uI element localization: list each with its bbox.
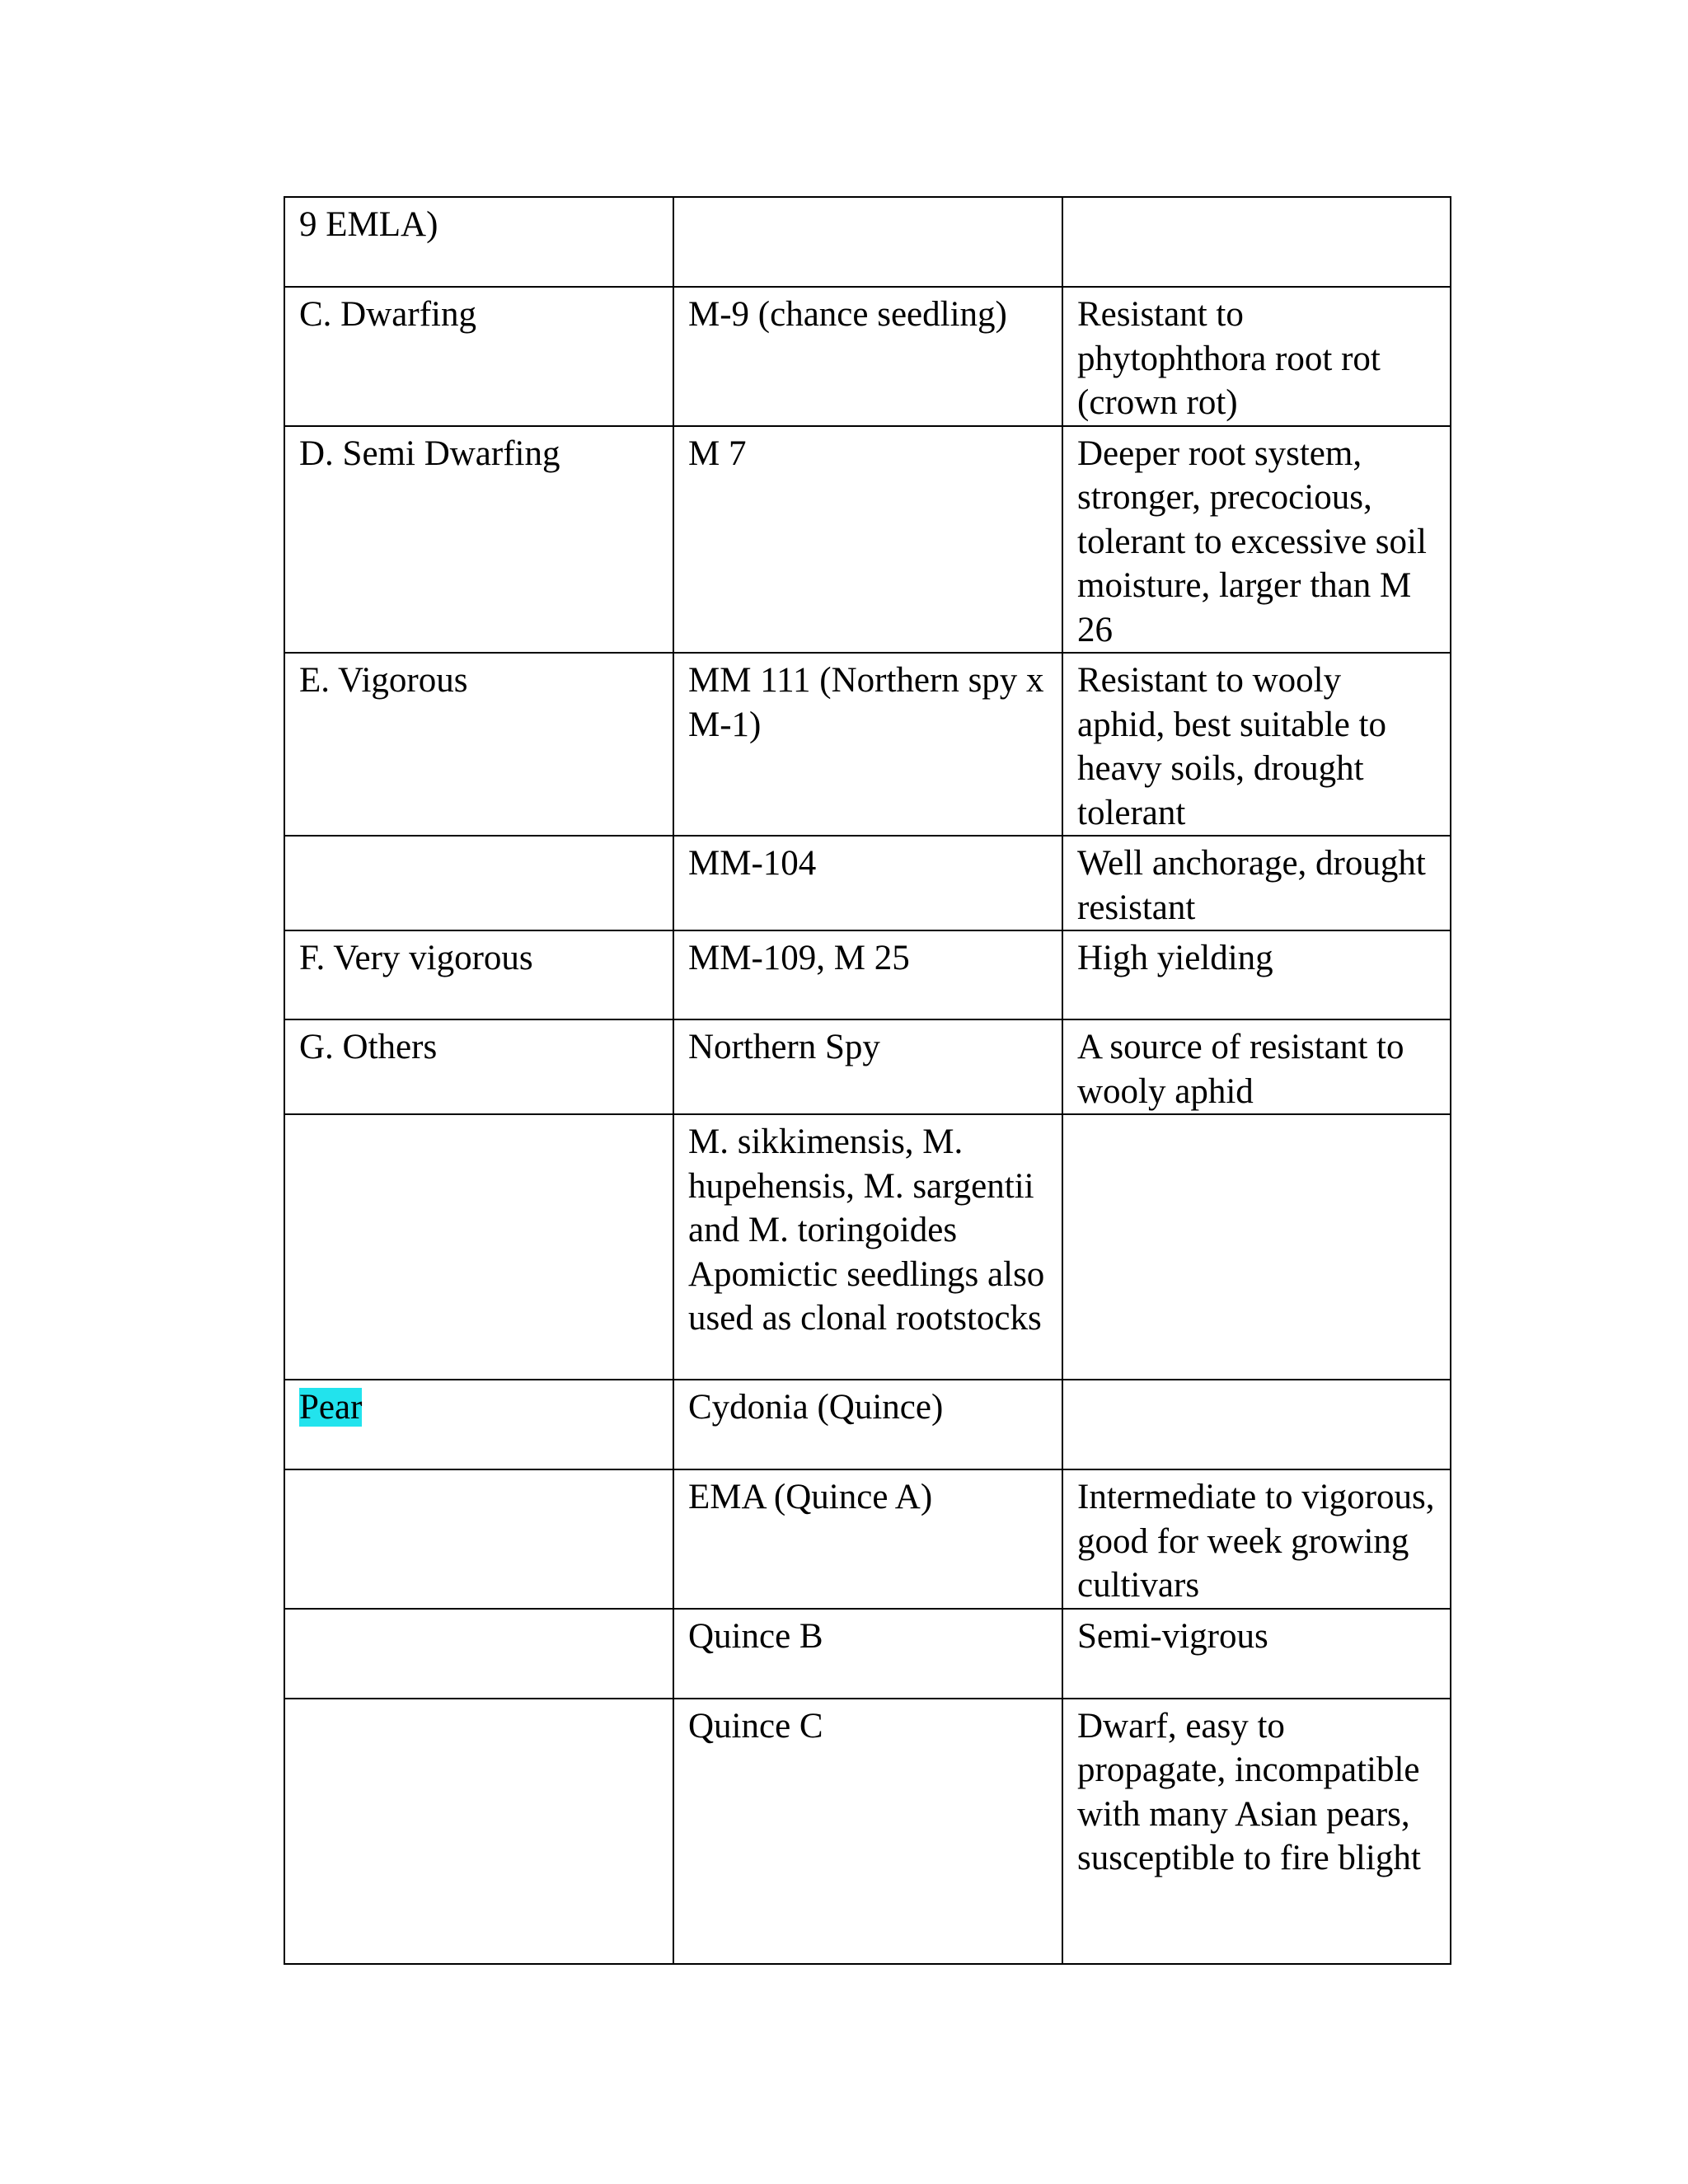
cell-text: Well anchorage, drought resistant: [1077, 844, 1426, 927]
table-cell-group: [284, 1699, 673, 1964]
cell-text: 9 EMLA): [299, 205, 438, 244]
cell-text: M. sikkimensis, M. hupehensis, M. sargentii and M. toringoides Apomictic seedlings also used as clonal rootstocks: [688, 1122, 1045, 1338]
cell-text: MM-104: [688, 844, 817, 883]
table-row: [284, 426, 1451, 654]
table-cell-group: [284, 653, 673, 836]
table-row: [284, 930, 1451, 1019]
table-cell-characteristics: [1062, 1114, 1451, 1380]
table-row: [284, 1380, 1451, 1469]
cell-text: E. Vigorous: [299, 661, 468, 700]
table-cell-rootstock: [673, 1114, 1062, 1380]
cell-text: Resistant to wooly aphid, best suitable to heavy soils, drought tolerant: [1077, 661, 1386, 832]
cell-text: C. Dwarfing: [299, 295, 476, 334]
cell-text: G. Others: [299, 1028, 438, 1066]
table-cell-characteristics: [1062, 197, 1451, 287]
table-cell-characteristics: [1062, 1699, 1451, 1964]
table-cell-rootstock: [673, 930, 1062, 1019]
cell-text: M-9 (chance seedling): [688, 295, 1007, 334]
table-cell-rootstock: [673, 1019, 1062, 1114]
table-cell-group: [284, 287, 673, 426]
table-cell-characteristics: [1062, 1380, 1451, 1469]
table-cell-group: [284, 197, 673, 287]
cell-text: Deeper root system, stronger, precocious, tolerant to excessive soil moisture, larger than M 26: [1077, 434, 1427, 649]
cell-text: F. Very vigorous: [299, 939, 533, 977]
cell-text: Quince C: [688, 1706, 823, 1746]
table-cell-rootstock: [673, 1699, 1062, 1964]
table-cell-characteristics: [1062, 1019, 1451, 1114]
table-cell-rootstock: [673, 1609, 1062, 1699]
table-cell-group: [284, 1019, 673, 1114]
highlighted-cell-text: Pear: [299, 1388, 363, 1427]
cell-text: A source of resistant to wooly aphid: [1077, 1028, 1404, 1111]
cell-text: Quince B: [688, 1616, 823, 1656]
table-cell-rootstock: [673, 197, 1062, 287]
table-cell-characteristics: [1062, 653, 1451, 836]
table-cell-rootstock: [673, 1380, 1062, 1469]
table-row: [284, 1699, 1451, 1964]
cell-text: MM-109, M 25: [688, 939, 910, 977]
table-cell-group: [284, 426, 673, 654]
table-cell-group: [284, 1380, 673, 1469]
table-cell-group: [284, 1469, 673, 1609]
table-cell-group: [284, 930, 673, 1019]
table-row: [284, 1114, 1451, 1380]
table-cell-characteristics: [1062, 426, 1451, 654]
table-cell-group: [284, 1609, 673, 1699]
cell-text: Semi-vigrous: [1077, 1616, 1268, 1656]
cell-text: Northern Spy: [688, 1028, 880, 1066]
table-row: [284, 1019, 1451, 1114]
cell-text: High yielding: [1077, 939, 1273, 977]
table-cell-characteristics: [1062, 930, 1451, 1019]
table-row: [284, 197, 1451, 287]
table-cell-rootstock: [673, 836, 1062, 930]
table-cell-characteristics: [1062, 1469, 1451, 1609]
cell-text: EMA (Quince A): [688, 1478, 933, 1516]
table-row: [284, 836, 1451, 930]
table-row: [284, 287, 1451, 426]
table-cell-rootstock: [673, 287, 1062, 426]
table-row: [284, 653, 1451, 836]
cell-text: Dwarf, easy to propagate, incompatible with many Asian pears, susceptible to fire blight: [1077, 1706, 1421, 1877]
cell-text: MM 111 (Northern spy x M-1): [688, 661, 1044, 744]
rootstock-table: [284, 196, 1451, 1965]
table-cell-rootstock: [673, 1469, 1062, 1609]
cell-text: Cydonia (Quince): [688, 1388, 944, 1427]
table-cell-group: [284, 1114, 673, 1380]
table-row: [284, 1609, 1451, 1699]
table-cell-characteristics: [1062, 1609, 1451, 1699]
table-cell-group: [284, 836, 673, 930]
table-cell-rootstock: [673, 653, 1062, 836]
table-cell-rootstock: [673, 426, 1062, 654]
cell-text: Resistant to phytophthora root rot (crown rot): [1077, 295, 1381, 422]
cell-text: M 7: [688, 434, 747, 473]
table-cell-characteristics: [1062, 836, 1451, 930]
cell-text: D. Semi Dwarfing: [299, 434, 560, 473]
cell-text: Intermediate to vigorous, good for week growing cultivars: [1077, 1478, 1435, 1605]
table-row: [284, 1469, 1451, 1609]
table-cell-characteristics: [1062, 287, 1451, 426]
